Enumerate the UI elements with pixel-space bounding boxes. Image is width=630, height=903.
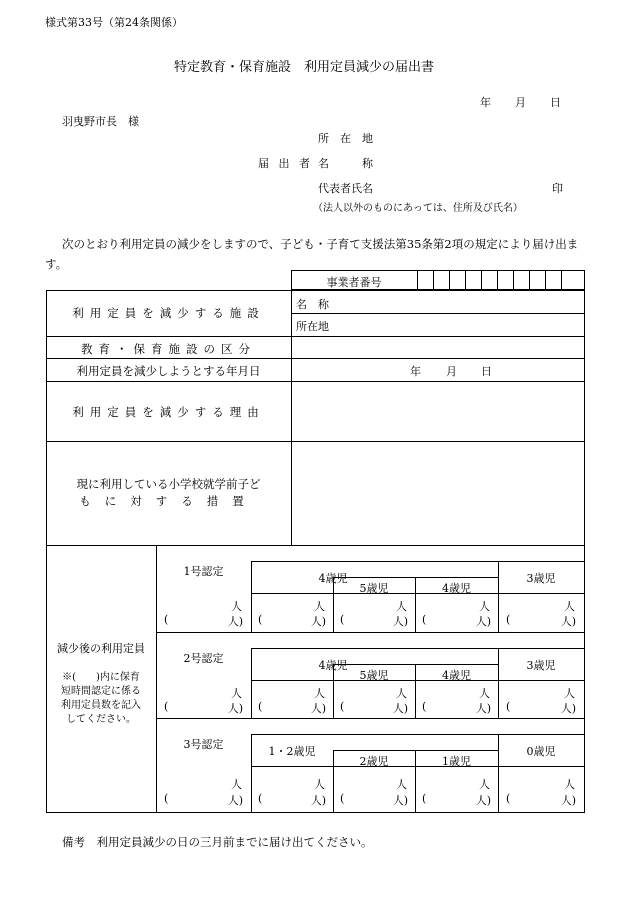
notifier-label: 届 出 者 bbox=[258, 157, 313, 170]
paren-open: ( bbox=[340, 613, 345, 626]
paren-close: 人) bbox=[310, 702, 326, 715]
paren-open: ( bbox=[258, 613, 263, 626]
paren-close: 人) bbox=[560, 794, 576, 807]
cert-label: 1号認定 bbox=[183, 565, 224, 578]
paren-close: 人) bbox=[475, 615, 491, 628]
paren-open: ( bbox=[340, 700, 345, 713]
form-id: 様式第33号（第24条関係） bbox=[45, 16, 183, 29]
paren-open: ( bbox=[422, 613, 427, 626]
date-label: 利用定員を減少しようとする年月日 bbox=[76, 364, 261, 378]
count-unit: 人 bbox=[479, 600, 490, 613]
age-group-a: 1・2歳児 bbox=[268, 745, 316, 758]
paren-open: ( bbox=[164, 700, 169, 713]
paren-close: 人) bbox=[475, 794, 491, 807]
paren-open: ( bbox=[340, 792, 345, 805]
reduce-date-month: 月 bbox=[446, 365, 457, 378]
count-unit: 人 bbox=[396, 600, 407, 613]
paren-close: 人) bbox=[392, 615, 408, 628]
date-day: 日 bbox=[550, 96, 561, 109]
category-label: 教育・保育施設の区分 bbox=[81, 342, 256, 356]
intro-line-1: 次のとおり利用定員の減少をしますので、子ども・子育て支援法第35条第2項の規定により届け出ま bbox=[62, 237, 579, 251]
age-sub-2: 4歳児 bbox=[442, 669, 471, 682]
count-unit: 人 bbox=[231, 687, 242, 700]
count-unit: 人 bbox=[314, 687, 325, 700]
age-group-a: 4歳児 bbox=[318, 659, 348, 672]
count-unit: 人 bbox=[396, 778, 407, 791]
cert-label: 3号認定 bbox=[183, 738, 224, 751]
count-unit: 人 bbox=[564, 778, 575, 791]
facility-name-label: 名 称 bbox=[296, 298, 329, 311]
remark: 備考 利用定員減少の日の三月前までに届け出てください。 bbox=[62, 835, 373, 849]
paren-open: ( bbox=[164, 792, 169, 805]
age-sub-2: 4歳児 bbox=[442, 582, 471, 595]
count-unit: 人 bbox=[231, 778, 242, 791]
paren-close: 人) bbox=[560, 615, 576, 628]
age-group-b: 3歳児 bbox=[526, 659, 556, 672]
page-title: 特定教育・保育施設 利用定員減少の届出書 bbox=[174, 60, 435, 75]
paren-close: 人) bbox=[392, 702, 408, 715]
paren-open: ( bbox=[164, 613, 169, 626]
paren-open: ( bbox=[506, 792, 511, 805]
count-unit: 人 bbox=[564, 687, 575, 700]
facility-address-label: 所在地 bbox=[296, 320, 329, 333]
paren-close: 人) bbox=[227, 794, 243, 807]
paren-close: 人) bbox=[310, 615, 326, 628]
age-group-b: 3歳児 bbox=[526, 572, 556, 585]
addressee: 羽曳野市長 様 bbox=[62, 115, 139, 128]
count-unit: 人 bbox=[479, 687, 490, 700]
count-unit: 人 bbox=[231, 600, 242, 613]
facility-label: 利用定員を減少する施設 bbox=[72, 306, 265, 320]
count-unit: 人 bbox=[479, 778, 490, 791]
paren-open: ( bbox=[506, 700, 511, 713]
paren-open: ( bbox=[258, 700, 263, 713]
notifier-address-label: 所 在 地 bbox=[318, 132, 373, 145]
seal-mark: 印 bbox=[552, 182, 563, 195]
reason-label: 利用定員を減少する理由 bbox=[72, 405, 265, 419]
date-year: 年 bbox=[480, 96, 491, 109]
paren-close: 人) bbox=[227, 615, 243, 628]
age-sub-2: 1歳児 bbox=[442, 755, 471, 768]
note-line-4: してください。 bbox=[66, 714, 136, 725]
age-group-a: 4歳児 bbox=[318, 572, 348, 585]
measures-label-line-1: 現に利用している小学校就学前子ど bbox=[76, 477, 261, 491]
paren-close: 人) bbox=[560, 702, 576, 715]
after-label: 減少後の利用定員 bbox=[57, 642, 145, 655]
business-number-label: 事業者番号 bbox=[326, 276, 382, 289]
count-unit: 人 bbox=[314, 778, 325, 791]
paren-close: 人) bbox=[475, 702, 491, 715]
age-sub-1: 5歳児 bbox=[359, 669, 389, 682]
paren-open: ( bbox=[422, 700, 427, 713]
age-sub-1: 5歳児 bbox=[359, 582, 389, 595]
paren-close: 人) bbox=[310, 794, 326, 807]
reduce-date-day: 日 bbox=[481, 365, 492, 378]
paren-open: ( bbox=[506, 613, 511, 626]
cert-label: 2号認定 bbox=[183, 652, 224, 665]
count-unit: 人 bbox=[314, 600, 325, 613]
reduce-date-year: 年 bbox=[410, 365, 421, 378]
note-line-2: 短時間認定に係る bbox=[61, 686, 141, 697]
paren-close: 人) bbox=[392, 794, 408, 807]
measures-label-line-2: もに対する措置 bbox=[79, 494, 258, 508]
note-line-3: 利用定員数を記入 bbox=[61, 700, 141, 711]
notifier-rep-label: 代表者氏名 bbox=[318, 182, 373, 195]
count-unit: 人 bbox=[564, 600, 575, 613]
note-line-1: ※( )内に保育 bbox=[62, 672, 140, 683]
notifier-name-label: 名 称 bbox=[318, 157, 373, 170]
count-unit: 人 bbox=[396, 687, 407, 700]
age-sub-1: 2歳児 bbox=[359, 755, 389, 768]
intro-line-2: す。 bbox=[45, 257, 68, 271]
paren-close: 人) bbox=[227, 702, 243, 715]
age-group-b: 0歳児 bbox=[526, 745, 556, 758]
paren-open: ( bbox=[422, 792, 427, 805]
notifier-note: （法人以外のものにあっては、住所及び氏名） bbox=[313, 203, 523, 214]
paren-open: ( bbox=[258, 792, 263, 805]
date-month: 月 bbox=[515, 96, 526, 109]
